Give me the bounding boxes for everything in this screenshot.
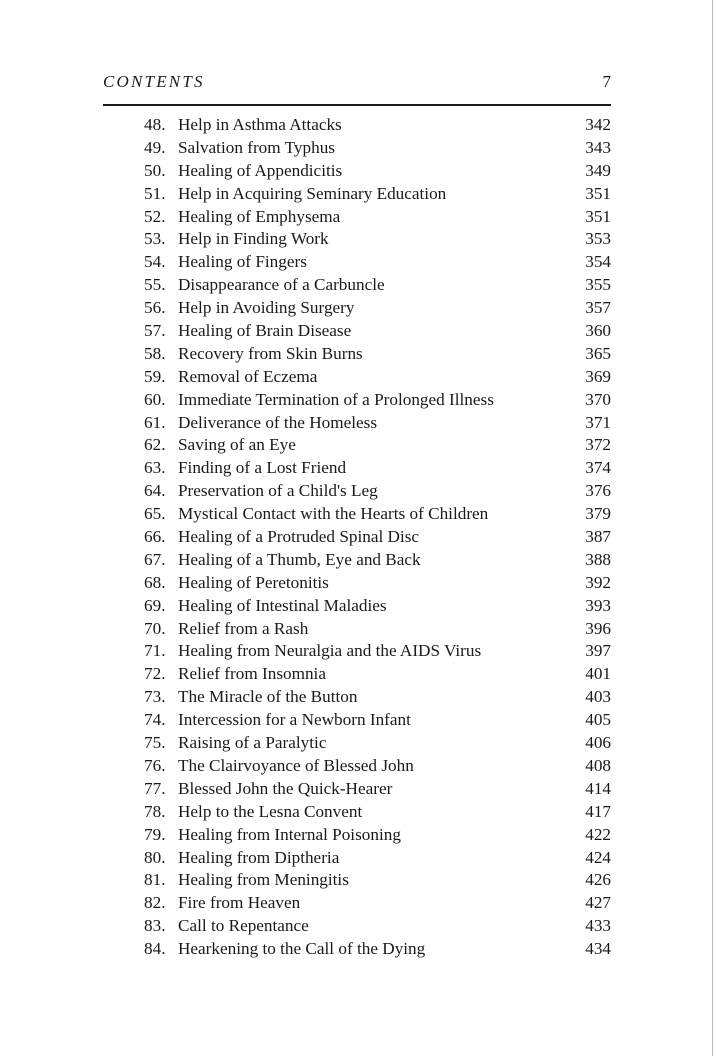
toc-entry-page: 371	[585, 412, 611, 432]
toc-entry-title: Intercession for a Newborn Infant	[178, 710, 411, 730]
toc-entry-page: 422	[585, 824, 611, 844]
toc-entry-number: 72.	[144, 664, 166, 684]
toc-entry-page: 372	[585, 435, 611, 455]
toc-entry-number: 70.	[144, 618, 166, 638]
toc-entry-number: 57.	[144, 321, 166, 341]
toc-entry-title: Relief from a Rash	[178, 618, 309, 638]
toc-entry	[144, 183, 611, 206]
toc-entry-page: 343	[585, 137, 611, 157]
toc-entry-page: 370	[585, 389, 611, 409]
toc-entry-title: Help in Finding Work	[178, 229, 329, 249]
toc-entry-number: 56.	[144, 298, 166, 318]
toc-entry-title: Disappearance of a Carbuncle	[178, 275, 385, 295]
toc-entry	[144, 389, 611, 412]
toc-entry	[144, 503, 611, 526]
toc-entry-title: Immediate Termination of a Prolonged Illness	[178, 389, 494, 409]
toc-entry-title: Healing of Fingers	[178, 252, 307, 272]
toc-entry-page: 426	[585, 870, 611, 890]
toc-entry-page: 376	[585, 481, 611, 501]
toc-entry	[144, 709, 611, 732]
toc-entry-title: Healing of Intestinal Maladies	[178, 595, 387, 615]
toc-entry-title: Help in Asthma Attacks	[178, 115, 342, 134]
toc-entry-title: Relief from Insomnia	[178, 664, 326, 684]
toc-entry-page: 414	[585, 778, 611, 798]
toc-entry-title: Healing from Neuralgia and the AIDS Virus	[178, 641, 482, 661]
toc-entry	[144, 778, 611, 801]
toc-entry	[144, 297, 611, 320]
toc-entry-number: 84.	[144, 939, 166, 959]
toc-entry-title: Fire from Heaven	[178, 893, 301, 913]
table-of-contents	[144, 114, 611, 961]
header-rule	[103, 104, 611, 106]
toc-entry-number: 64.	[144, 481, 166, 501]
toc-entry-number: 55.	[144, 275, 166, 295]
toc-entry-page: 360	[585, 321, 611, 341]
toc-entry-number: 81.	[144, 870, 166, 890]
toc-entry-title: Help to the Lesna Convent	[178, 801, 363, 821]
toc-entry-number: 63.	[144, 458, 166, 478]
toc-entry	[144, 938, 611, 961]
toc-entry	[144, 824, 611, 847]
toc-entry	[144, 366, 611, 389]
toc-entry-number: 65.	[144, 504, 166, 524]
toc-entry-number: 62.	[144, 435, 166, 455]
toc-entry-page: 387	[585, 527, 611, 547]
toc-entry-number: 78.	[144, 801, 166, 821]
toc-entry-page: 396	[585, 618, 611, 638]
toc-entry-title: Healing of Brain Disease	[178, 321, 352, 341]
toc-entry-page: 355	[585, 275, 611, 295]
toc-entry	[144, 847, 611, 870]
toc-entry-page: 406	[585, 733, 611, 753]
toc-entry-number: 53.	[144, 229, 166, 249]
toc-entry-title: Recovery from Skin Burns	[178, 343, 363, 363]
toc-entry-page: 401	[585, 664, 611, 684]
toc-entry-title: Healing of Emphysema	[178, 206, 341, 226]
toc-entry-title: The Clairvoyance of Blessed John	[178, 755, 414, 775]
toc-entry	[144, 663, 611, 686]
toc-entry-page: 392	[585, 572, 611, 592]
running-header-page-number: 7	[602, 72, 611, 91]
toc-entry-number: 73.	[144, 687, 166, 707]
toc-entry-page: 349	[585, 160, 611, 180]
toc-entry	[144, 526, 611, 549]
toc-entry	[144, 343, 611, 366]
toc-entry	[144, 732, 611, 755]
toc-entry-number: 48.	[144, 115, 166, 134]
toc-entry-number: 79.	[144, 824, 166, 844]
toc-entry-page: 433	[585, 916, 611, 936]
toc-entry	[144, 160, 611, 183]
toc-entry-number: 76.	[144, 755, 166, 775]
toc-entry	[144, 480, 611, 503]
toc-entry-title: Call to Repentance	[178, 916, 309, 936]
toc-entry-number: 69.	[144, 595, 166, 615]
toc-entry	[144, 251, 611, 274]
toc-entry-page: 403	[585, 687, 611, 707]
toc-entry-number: 49.	[144, 137, 166, 157]
toc-entry	[144, 755, 611, 778]
toc-entry-title: Salvation from Typhus	[178, 137, 335, 157]
toc-entry	[144, 114, 611, 137]
toc-entry-number: 51.	[144, 183, 166, 203]
toc-entry-number: 74.	[144, 710, 166, 730]
toc-entry	[144, 618, 611, 641]
toc-entry-page: 408	[585, 755, 611, 775]
toc-entry-title: Removal of Eczema	[178, 366, 318, 386]
toc-entry-number: 82.	[144, 893, 166, 913]
toc-entry-page: 417	[585, 801, 611, 821]
toc-entry	[144, 206, 611, 229]
toc-entry-title: Healing of Peretonitis	[178, 572, 329, 592]
toc-entry-page: 379	[585, 504, 611, 524]
toc-entry-page: 354	[585, 252, 611, 272]
toc-entry-number: 61.	[144, 412, 166, 432]
running-header	[103, 72, 611, 98]
toc-entry-page: 357	[585, 298, 611, 318]
toc-entry-page: 405	[585, 710, 611, 730]
toc-entry-number: 54.	[144, 252, 166, 272]
toc-entry-title: Finding of a Lost Friend	[178, 458, 347, 478]
toc-entry	[144, 549, 611, 572]
toc-entry	[144, 274, 611, 297]
toc-entry	[144, 320, 611, 343]
toc-entry-number: 80.	[144, 847, 166, 867]
toc-entry-number: 71.	[144, 641, 166, 661]
toc-entry-number: 68.	[144, 572, 166, 592]
toc-entry-title: Blessed John the Quick-Hearer	[178, 778, 393, 798]
toc-entry	[144, 595, 611, 618]
toc-entry-title: Healing from Diptheria	[178, 847, 340, 867]
toc-entry-title: Raising of a Paralytic	[178, 733, 327, 753]
toc-entry	[144, 686, 611, 709]
toc-entry-page: 369	[585, 366, 611, 386]
toc-entry-title: Saving of an Eye	[178, 435, 296, 455]
toc-entry-title: Help in Avoiding Surgery	[178, 298, 355, 318]
toc-entry-number: 67.	[144, 549, 166, 569]
toc-entry-page: 342	[585, 115, 611, 134]
toc-entry-number: 52.	[144, 206, 166, 226]
toc-entry-title: Healing of a Protruded Spinal Disc	[178, 527, 420, 547]
toc-entry-number: 58.	[144, 343, 166, 363]
toc-entry-page: 351	[585, 206, 611, 226]
toc-entry-page: 393	[585, 595, 611, 615]
toc-entry-page: 351	[585, 183, 611, 203]
toc-entry	[144, 640, 611, 663]
toc-entry-title: The Miracle of the Button	[178, 687, 358, 707]
toc-entry-title: Hearkening to the Call of the Dying	[178, 939, 426, 959]
toc-entry-page: 434	[585, 939, 611, 959]
toc-entry	[144, 412, 611, 435]
toc-entry-page: 424	[585, 847, 611, 867]
toc-entry-page: 353	[585, 229, 611, 249]
toc-entry-title: Deliverance of the Homeless	[178, 412, 378, 432]
toc-entry-title: Healing from Meningitis	[178, 870, 349, 890]
toc-entry-number: 66.	[144, 527, 166, 547]
toc-entry-number: 50.	[144, 160, 166, 180]
toc-entry	[144, 915, 611, 938]
toc-entry	[144, 457, 611, 480]
page-edge	[712, 0, 713, 1056]
toc-entry-number: 75.	[144, 733, 166, 753]
toc-entry	[144, 869, 611, 892]
toc-entry-number: 77.	[144, 778, 166, 798]
running-header-title: CONTENTS	[103, 72, 205, 91]
toc-entry	[144, 228, 611, 251]
toc-entry	[144, 137, 611, 160]
toc-entry-page: 427	[585, 893, 611, 913]
toc-entry	[144, 892, 611, 915]
toc-entry-title: Healing of Appendicitis	[178, 160, 343, 180]
toc-entry-title: Healing from Internal Poisoning	[178, 824, 401, 844]
toc-entry-page: 365	[585, 343, 611, 363]
toc-entry	[144, 434, 611, 457]
toc-entry-title: Mystical Contact with the Hearts of Children	[178, 504, 489, 524]
toc-entry	[144, 801, 611, 824]
toc-entry-title: Preservation of a Child's Leg	[178, 481, 378, 501]
toc-entry-title: Help in Acquiring Seminary Education	[178, 183, 447, 203]
toc-entry-page: 374	[585, 458, 611, 478]
toc-entry-number: 83.	[144, 916, 166, 936]
toc-entry-number: 60.	[144, 389, 166, 409]
toc-entry-page: 397	[585, 641, 611, 661]
toc-entry	[144, 572, 611, 595]
toc-entry-number: 59.	[144, 366, 166, 386]
toc-entry-page: 388	[585, 549, 611, 569]
toc-entry-title: Healing of a Thumb, Eye and Back	[178, 549, 421, 569]
